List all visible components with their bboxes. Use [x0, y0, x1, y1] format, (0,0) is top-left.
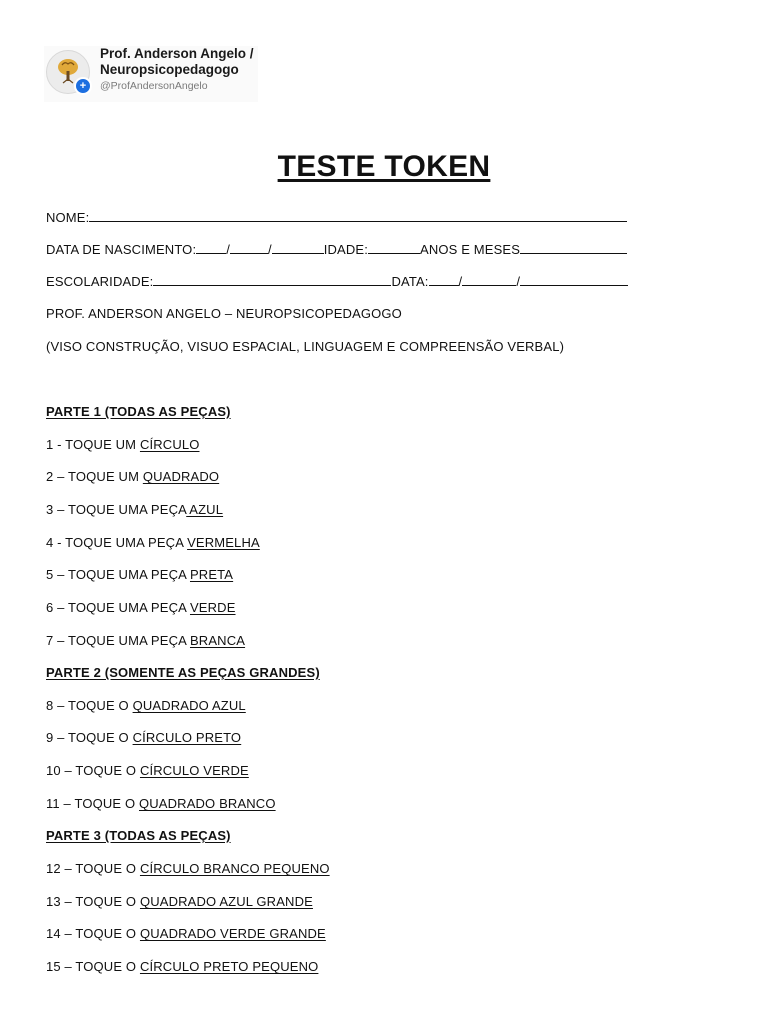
item-prefix: 8 – TOQUE O — [46, 698, 133, 713]
list-item — [46, 600, 236, 615]
list-item — [46, 763, 249, 778]
item-prefix: 14 – TOQUE O — [46, 926, 140, 941]
item-target: BRANCA — [189, 633, 246, 648]
plus-icon[interactable]: + — [74, 77, 92, 95]
item-target: QUADRADO AZUL — [132, 698, 246, 713]
meses-field[interactable] — [520, 241, 627, 254]
data-label: DATA: — [391, 274, 429, 289]
slash: / — [516, 274, 521, 289]
item-target: CÍRCULO VERDE — [139, 763, 249, 778]
slash: / — [226, 242, 230, 257]
item-target: VERMELHA — [187, 535, 260, 550]
escolaridade-label: ESCOLARIDADE: — [46, 274, 154, 289]
item-target: QUADRADO BRANCO — [139, 796, 276, 811]
data-month-field[interactable] — [462, 273, 516, 286]
nome-label: NOME: — [46, 210, 90, 225]
item-target: AZUL — [186, 502, 224, 517]
item-prefix: 1 - TOQUE UM — [46, 437, 140, 452]
item-target: QUADRADO VERDE GRANDE — [139, 926, 326, 941]
item-prefix: 4 - TOQUE UMA PEÇA — [46, 535, 188, 550]
idade-field[interactable] — [368, 241, 420, 254]
item-prefix: 13 – TOQUE O — [46, 894, 140, 909]
item-prefix: 10 – TOQUE O — [46, 763, 140, 778]
nascimento-month-field[interactable] — [230, 241, 268, 254]
profile-name-line1: Prof. Anderson Angelo / — [100, 46, 254, 61]
list-item — [46, 698, 246, 713]
list-item — [46, 633, 245, 648]
list-item — [46, 567, 233, 582]
item-prefix: 3 – TOQUE UMA PEÇA — [46, 502, 187, 517]
item-prefix: 9 – TOQUE O — [46, 730, 133, 745]
nascimento-row — [46, 241, 627, 257]
list-item — [46, 894, 313, 909]
data-day-field[interactable] — [429, 273, 459, 286]
item-target: CÍRCULO PRETO PEQUENO — [139, 959, 319, 974]
nome-field[interactable] — [89, 209, 627, 222]
list-item — [46, 535, 260, 550]
item-prefix: 15 – TOQUE O — [46, 959, 140, 974]
list-item — [46, 437, 200, 452]
page-title: TESTE TOKEN — [277, 150, 491, 183]
author-line: PROF. ANDERSON ANGELO – NEUROPSICOPEDAGOGO — [46, 306, 402, 321]
list-item — [46, 926, 326, 941]
item-prefix: 12 – TOQUE O — [46, 861, 140, 876]
list-item — [46, 469, 219, 484]
item-prefix: 11 – TOQUE O — [46, 796, 139, 811]
part-1-heading: PARTE 1 (TODAS AS PEÇAS) — [46, 404, 231, 419]
item-target: PRETA — [189, 567, 234, 582]
profile-header[interactable] — [44, 46, 258, 102]
subtitle: (VISO CONSTRUÇÃO, VISUO ESPACIAL, LINGUAGEM E COMPREENSÃO VERBAL) — [46, 339, 565, 354]
anos-label: ANOS E MESES — [420, 242, 521, 257]
item-prefix: 6 – TOQUE UMA PEÇA — [46, 600, 190, 615]
data-year-field[interactable] — [520, 273, 628, 286]
slash: / — [267, 242, 272, 257]
item-target: CÍRCULO BRANCO PEQUENO — [139, 861, 330, 876]
nascimento-year-field[interactable] — [272, 241, 324, 254]
profile-text — [100, 46, 254, 93]
profile-handle[interactable]: @ProfAndersonAngelo — [100, 80, 208, 92]
avatar[interactable] — [46, 50, 90, 94]
list-item — [46, 502, 223, 517]
list-item — [46, 959, 318, 974]
nascimento-day-field[interactable] — [196, 241, 226, 254]
part-3-heading: PARTE 3 (TODAS AS PEÇAS) — [46, 828, 231, 843]
nascimento-label: DATA DE NASCIMENTO: — [46, 242, 197, 257]
part-2-heading: PARTE 2 (SOMENTE AS PEÇAS GRANDES) — [46, 665, 320, 680]
escolaridade-row — [46, 273, 628, 289]
list-item — [46, 861, 330, 876]
list-item — [46, 796, 276, 811]
item-target: CÍRCULO — [139, 437, 200, 452]
item-target: CÍRCULO PRETO — [132, 730, 242, 745]
nome-row — [46, 209, 627, 225]
item-prefix: 7 – TOQUE UMA PEÇA — [46, 633, 190, 648]
item-target: VERDE — [189, 600, 236, 615]
escolaridade-field[interactable] — [153, 273, 391, 286]
item-prefix: 2 – TOQUE UM — [46, 469, 143, 484]
idade-label: IDADE: — [323, 242, 368, 257]
item-target: QUADRADO AZUL GRANDE — [139, 894, 313, 909]
list-item — [46, 730, 241, 745]
slash: / — [458, 274, 463, 289]
item-prefix: 5 – TOQUE UMA PEÇA — [46, 567, 190, 582]
profile-name-line2: Neuropsicopedagogo — [100, 62, 239, 77]
item-target: QUADRADO — [142, 469, 220, 484]
